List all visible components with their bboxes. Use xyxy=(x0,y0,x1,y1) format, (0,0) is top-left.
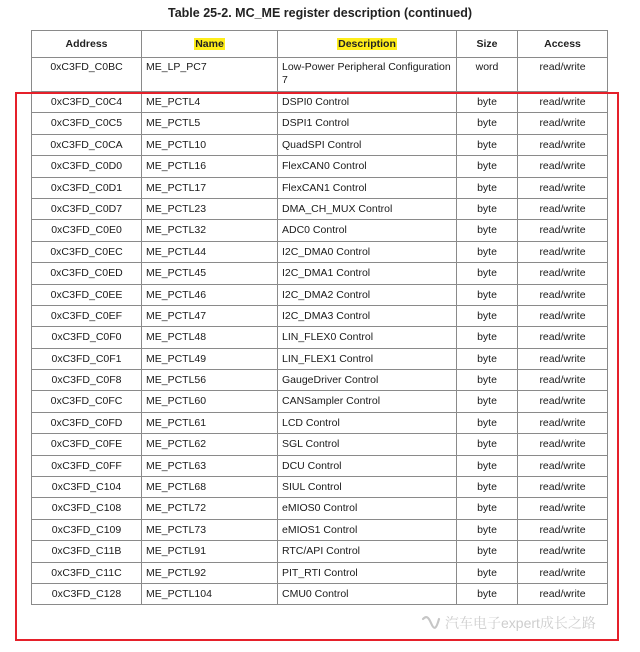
cell-description: GaugeDriver Control xyxy=(278,370,457,391)
table-row xyxy=(32,263,608,284)
table-row xyxy=(32,477,608,498)
cell-name: ME_PCTL68 xyxy=(142,477,278,498)
cell-size: byte xyxy=(457,477,518,498)
cell-name: ME_PCTL45 xyxy=(142,263,278,284)
cell-description: DMA_CH_MUX Control xyxy=(278,198,457,219)
cell-name: ME_PCTL60 xyxy=(142,391,278,412)
cell-description: LIN_FLEX1 Control xyxy=(278,348,457,369)
table-row xyxy=(32,583,608,604)
cell-size: byte xyxy=(457,113,518,134)
cell-address: 0xC3FD_C0EC xyxy=(32,241,142,262)
cell-address: 0xC3FD_C0EF xyxy=(32,305,142,326)
header-address: Address xyxy=(32,31,142,58)
cell-description: FlexCAN0 Control xyxy=(278,156,457,177)
table-row xyxy=(32,113,608,134)
cell-size: byte xyxy=(457,583,518,604)
cell-access: read/write xyxy=(518,391,608,412)
cell-size: byte xyxy=(457,348,518,369)
cell-size: byte xyxy=(457,434,518,455)
cell-access: read/write xyxy=(518,241,608,262)
header-name xyxy=(142,31,278,58)
cell-size: byte xyxy=(457,370,518,391)
table-row xyxy=(32,58,608,92)
cell-size: word xyxy=(457,58,518,92)
cell-size: byte xyxy=(457,177,518,198)
cell-size: byte xyxy=(457,92,518,113)
cell-access: read/write xyxy=(518,113,608,134)
cell-size: byte xyxy=(457,391,518,412)
cell-name: ME_PCTL61 xyxy=(142,412,278,433)
cell-access: read/write xyxy=(518,327,608,348)
table-row xyxy=(32,434,608,455)
cell-size: byte xyxy=(457,220,518,241)
cell-access: read/write xyxy=(518,498,608,519)
cell-size: byte xyxy=(457,519,518,540)
watermark xyxy=(421,611,636,635)
cell-name: ME_PCTL72 xyxy=(142,498,278,519)
cell-access: read/write xyxy=(518,434,608,455)
cell-description: LIN_FLEX0 Control xyxy=(278,327,457,348)
cell-name: ME_PCTL46 xyxy=(142,284,278,305)
cell-access: read/write xyxy=(518,519,608,540)
cell-access: read/write xyxy=(518,177,608,198)
table-row xyxy=(32,241,608,262)
cell-name: ME_PCTL62 xyxy=(142,434,278,455)
cell-description: SGL Control xyxy=(278,434,457,455)
cell-size: byte xyxy=(457,284,518,305)
cell-address: 0xC3FD_C0D7 xyxy=(32,198,142,219)
cell-name: ME_PCTL56 xyxy=(142,370,278,391)
cell-description: DSPI1 Control xyxy=(278,113,457,134)
cell-name: ME_PCTL17 xyxy=(142,177,278,198)
cell-name: ME_PCTL10 xyxy=(142,134,278,155)
cell-size: byte xyxy=(457,541,518,562)
cell-description: LCD Control xyxy=(278,412,457,433)
cell-name: ME_PCTL4 xyxy=(142,92,278,113)
cell-access: read/write xyxy=(518,477,608,498)
cell-size: byte xyxy=(457,241,518,262)
cell-access: read/write xyxy=(518,455,608,476)
header-size: Size xyxy=(457,31,518,58)
cell-address: 0xC3FD_C0C4 xyxy=(32,92,142,113)
cell-access: read/write xyxy=(518,284,608,305)
highlight-description: Description xyxy=(338,38,396,50)
cell-description: I2C_DMA2 Control xyxy=(278,284,457,305)
cell-name: ME_PCTL91 xyxy=(142,541,278,562)
cell-access: read/write xyxy=(518,58,608,92)
cell-size: byte xyxy=(457,198,518,219)
cell-name: ME_PCTL44 xyxy=(142,241,278,262)
table-row xyxy=(32,327,608,348)
cell-access: read/write xyxy=(518,92,608,113)
cell-name: ME_PCTL92 xyxy=(142,562,278,583)
cell-name: ME_PCTL63 xyxy=(142,455,278,476)
highlight-name: Name xyxy=(195,38,224,50)
cell-description: SIUL Control xyxy=(278,477,457,498)
table-row xyxy=(32,177,608,198)
cell-description: I2C_DMA3 Control xyxy=(278,305,457,326)
cell-size: byte xyxy=(457,327,518,348)
wechat-channel-icon xyxy=(421,615,441,631)
cell-name: ME_PCTL16 xyxy=(142,156,278,177)
table-row xyxy=(32,498,608,519)
cell-address: 0xC3FD_C0BC xyxy=(32,58,142,92)
cell-address: 0xC3FD_C11B xyxy=(32,541,142,562)
cell-address: 0xC3FD_C0EE xyxy=(32,284,142,305)
cell-description: DSPI0 Control xyxy=(278,92,457,113)
cell-description: eMIOS0 Control xyxy=(278,498,457,519)
cell-access: read/write xyxy=(518,263,608,284)
cell-access: read/write xyxy=(518,220,608,241)
cell-access: read/write xyxy=(518,198,608,219)
cell-description: FlexCAN1 Control xyxy=(278,177,457,198)
table-row xyxy=(32,92,608,113)
cell-address: 0xC3FD_C0CA xyxy=(32,134,142,155)
table-row xyxy=(32,541,608,562)
cell-name: ME_PCTL23 xyxy=(142,198,278,219)
cell-address: 0xC3FD_C0FC xyxy=(32,391,142,412)
cell-access: read/write xyxy=(518,562,608,583)
cell-address: 0xC3FD_C0C5 xyxy=(32,113,142,134)
table-header-row xyxy=(32,31,608,58)
cell-size: byte xyxy=(457,305,518,326)
header-access: Access xyxy=(518,31,608,58)
header-description xyxy=(278,31,457,58)
table-row xyxy=(32,519,608,540)
table-row xyxy=(32,370,608,391)
cell-size: byte xyxy=(457,562,518,583)
table-body xyxy=(32,58,608,605)
cell-description: CANSampler Control xyxy=(278,391,457,412)
cell-address: 0xC3FD_C0FD xyxy=(32,412,142,433)
cell-access: read/write xyxy=(518,305,608,326)
cell-address: 0xC3FD_C0FF xyxy=(32,455,142,476)
cell-address: 0xC3FD_C0D1 xyxy=(32,177,142,198)
cell-address: 0xC3FD_C104 xyxy=(32,477,142,498)
cell-name: ME_PCTL48 xyxy=(142,327,278,348)
cell-size: byte xyxy=(457,412,518,433)
cell-name: ME_PCTL104 xyxy=(142,583,278,604)
cell-address: 0xC3FD_C108 xyxy=(32,498,142,519)
cell-address: 0xC3FD_C0E0 xyxy=(32,220,142,241)
cell-address: 0xC3FD_C128 xyxy=(32,583,142,604)
cell-address: 0xC3FD_C0ED xyxy=(32,263,142,284)
cell-access: read/write xyxy=(518,156,608,177)
cell-description: eMIOS1 Control xyxy=(278,519,457,540)
cell-access: read/write xyxy=(518,348,608,369)
cell-address: 0xC3FD_C0F8 xyxy=(32,370,142,391)
cell-access: read/write xyxy=(518,541,608,562)
cell-address: 0xC3FD_C11C xyxy=(32,562,142,583)
cell-description: QuadSPI Control xyxy=(278,134,457,155)
cell-description: ADC0 Control xyxy=(278,220,457,241)
table-row xyxy=(32,455,608,476)
cell-size: byte xyxy=(457,134,518,155)
cell-size: byte xyxy=(457,263,518,284)
table-row xyxy=(32,134,608,155)
table-row xyxy=(32,156,608,177)
watermark-text: 汽车电子expert成长之路 xyxy=(445,615,596,631)
cell-description: I2C_DMA0 Control xyxy=(278,241,457,262)
cell-description: I2C_DMA1 Control xyxy=(278,263,457,284)
cell-access: read/write xyxy=(518,583,608,604)
table-row xyxy=(32,305,608,326)
cell-address: 0xC3FD_C0F1 xyxy=(32,348,142,369)
cell-address: 0xC3FD_C109 xyxy=(32,519,142,540)
cell-address: 0xC3FD_C0F0 xyxy=(32,327,142,348)
cell-size: byte xyxy=(457,156,518,177)
table-row xyxy=(32,562,608,583)
cell-name: ME_PCTL5 xyxy=(142,113,278,134)
table-caption: Table 25-2. MC_ME register description (continued) xyxy=(168,6,472,20)
cell-access: read/write xyxy=(518,412,608,433)
cell-size: byte xyxy=(457,455,518,476)
cell-name: ME_LP_PC7 xyxy=(142,58,278,92)
cell-access: read/write xyxy=(518,134,608,155)
table-row xyxy=(32,220,608,241)
cell-description: DCU Control xyxy=(278,455,457,476)
cell-name: ME_PCTL32 xyxy=(142,220,278,241)
table-row xyxy=(32,284,608,305)
cell-description: Low-Power Peripheral Configuration 7 xyxy=(278,58,457,92)
cell-access: read/write xyxy=(518,370,608,391)
table-row xyxy=(32,391,608,412)
cell-address: 0xC3FD_C0D0 xyxy=(32,156,142,177)
cell-description: PIT_RTI Control xyxy=(278,562,457,583)
cell-name: ME_PCTL73 xyxy=(142,519,278,540)
table-row xyxy=(32,348,608,369)
cell-address: 0xC3FD_C0FE xyxy=(32,434,142,455)
cell-description: CMU0 Control xyxy=(278,583,457,604)
register-table xyxy=(31,30,608,605)
cell-name: ME_PCTL47 xyxy=(142,305,278,326)
table-row xyxy=(32,198,608,219)
cell-size: byte xyxy=(457,498,518,519)
cell-name: ME_PCTL49 xyxy=(142,348,278,369)
cell-description: RTC/API Control xyxy=(278,541,457,562)
table-row xyxy=(32,412,608,433)
